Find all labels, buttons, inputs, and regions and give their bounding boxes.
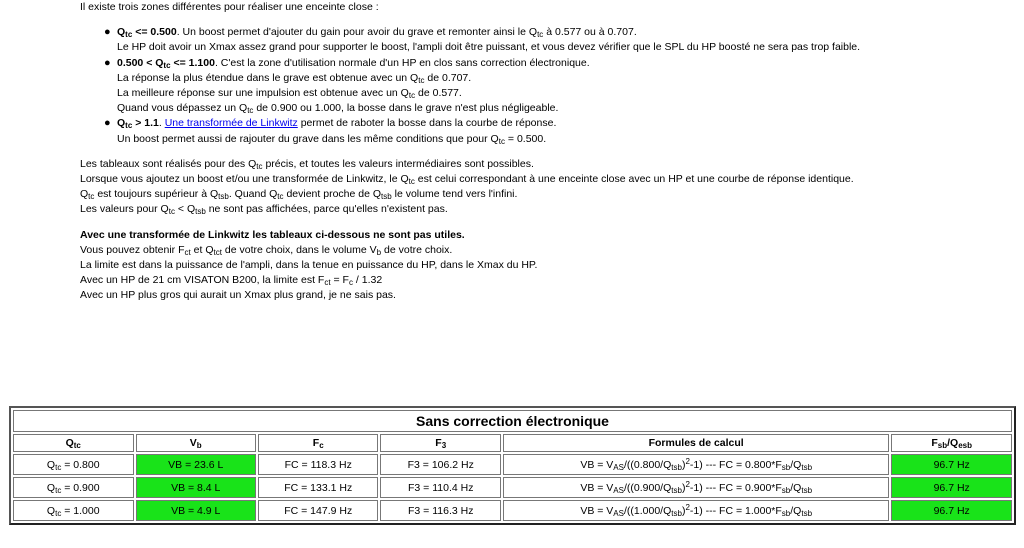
zone-1-detail: Le HP doit avoir un Xmax assez grand pour supporter le boost, l'ampli doit être puissant, et vous devez vérifier que le SPL du HP boosté ne sera pas trop faible. <box>117 41 861 54</box>
col-f3: $F_3$ <box>380 434 501 452</box>
linkwitz-link[interactable]: Une transformée de Linkwitz <box>164 117 298 130</box>
col-fsb-qesb: $F_{sb}/Q_{esb}$ <box>891 434 1012 452</box>
zone-item-2: ● $0.500 < Q_{tc} <= 1.100$. C'est la zone d'utilisation normale d'un HP en clos sans correction électronique. La réponse la plus étendue dans le grave est obtenue avec un $Q_{tc}$ de 0.707. La meilleure réponse sur une impulsion est obtenue avec un $Q_{tc}$ de 0.577. Quand vous dépassez un $Q_{tc}$ de 0.900 ou 1.000, la bosse dans le grave n'est plus négligeable. <box>104 56 590 116</box>
intro-text: Il existe trois zones différentes pour réaliser une enceinte close : <box>80 1 379 13</box>
bullet-icon: ● <box>104 117 111 130</box>
bullet-icon: ● <box>104 56 111 69</box>
results-table <box>9 406 1016 525</box>
zones-list <box>80 25 1020 147</box>
table-row: $Q_{tc} = 1.000$ VB = 4.9 L FC = 147.9 Hz F3 = 116.3 Hz VB = $V_{AS}/((1.000/Q_{tsb})^2-1)$ --- FC = $1.000*F_{sb}/Q_{tsb}$ 96.7 Hz <box>13 500 1012 521</box>
article-content <box>80 0 1020 304</box>
linkwitz-note-title: Avec une transformée de Linkwitz les tableaux ci-dessous ne sont pas utiles. <box>80 228 465 241</box>
zone-1-condition: $Q_{tc} <= 0.500$ <box>117 26 177 40</box>
col-fc: $F_c$ <box>258 434 379 452</box>
zone-3-condition: $Q_{tc} > 1.1$ <box>117 117 159 131</box>
table-header-row <box>13 434 1012 452</box>
linkwitz-notes: Avec une transformée de Linkwitz les tableaux ci-dessous ne sont pas utiles. Vous pouvez obtenir $F_{ct}$ et $Q_{tct}$ de votre choix, dans le volume $V_b$ de votre choix. La limite est dans la puissance de l'ampli, dans la tenue en puissance du HP, dans le Xmax du HP. Avec un HP de 21 cm VISATON B200, la limite est $F_{ct} = F_c / 1.32$ Avec un HP plus gros qui aurait un Xmax plus grand, je ne sais pas. <box>80 228 538 302</box>
zone-item-3: ● $Q_{tc} > 1.1$. Une transformée de Linkwitz permet de raboter la bosse dans la courbe de réponse. Un boost permet aussi de rajouter du grave dans les même conditions que pour $Q_{tc} = 0.500$. <box>104 117 557 146</box>
col-formula: Formules de calcul <box>503 434 889 452</box>
zone-item-1: ● $Q_{tc} <= 0.500$. Un boost permet d'ajouter du gain pour avoir du grave et remonter ainsi le $Q_{tc}$ à 0.577 ou à 0.707. Le HP doit avoir un Xmax assez grand pour supporter le boost, l'ampli doit être puissant, et vous devez vérifier que le SPL du HP boosté ne sera pas trop faible. <box>104 26 861 54</box>
col-vb: $V_b$ <box>136 434 256 452</box>
table-row: $Q_{tc} = 0.800$ VB = 23.6 L FC = 118.3 Hz F3 = 106.2 Hz VB = $V_{AS}/((0.800/Q_{tsb})^2-1)$ --- FC = $0.800*F_{sb}/Q_{tsb}$ 96.7 Hz <box>13 454 1012 475</box>
bullet-icon: ● <box>104 26 111 39</box>
zone-2-condition: $0.500 < Q_{tc} <= 1.100$ <box>117 56 215 70</box>
table-title: Sans correction électronique <box>13 410 1012 432</box>
col-qtc: $Q_{tc}$ <box>13 434 134 452</box>
table-row: $Q_{tc} = 0.900$ VB = 8.4 L FC = 133.1 Hz F3 = 110.4 Hz VB = $V_{AS}/((0.900/Q_{tsb})^2-1)$ --- FC = $0.900*F_{sb}/Q_{tsb}$ 96.7 Hz <box>13 477 1012 498</box>
tables-notes: Les tableaux sont réalisés pour des $Q_{tc}$ précis, et toutes les valeurs intermédiaires sont possibles. Lorsque vous ajoutez un boost et/ou une transformée de Linkwitz, le $Q_{tc}$ est celui correspondant à une enceinte close avec un HP et une courbe de réponse identique. $Q_{tc}$ est toujours supérieur à $Q_{tsb}$. Quand $Q_{tc}$ devient proche de $Q_{tsb}$ le volume tend vers l'infini. Les valeurs pour $Q_{tc} < Q_{tsb}$ ne sont pas affichées, parce qu'elles n'existent pas. <box>80 157 854 217</box>
